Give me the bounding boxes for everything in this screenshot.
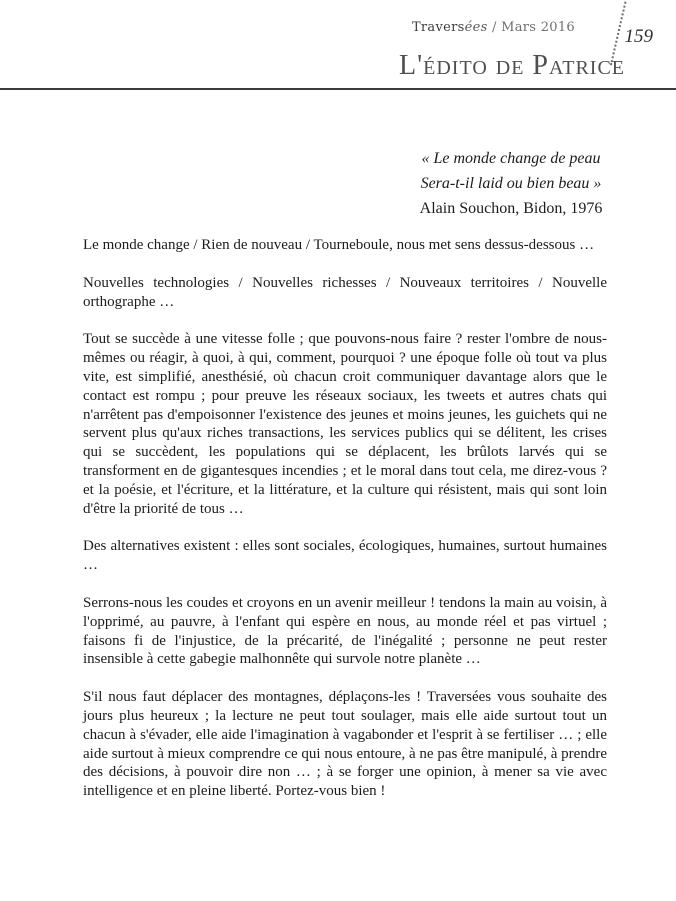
- paragraph-3: Tout se succède à une vitesse folle ; que pouvons-nous faire ? rester l'ombre de nous-mêmes ou réagir, à quoi, à qui, comment, pourquoi ? une époque folle où tout va plus vite, est simplifié, anesthésié, où chacun croit communiquer davantage alors que le contact est rompu ; pour preuve les réseaux sociaux, les tweets et autres chats qui n'arrêtent pas d'empoisonner l'existence des jeunes et moins jeunes, les guichets qui ne servent plus qu'aux riches transactions, les services publics qui se délitent, les crises qui se succèdent, les populations qui se déplacent, les brûlots larvés qui se transforment en de gigantesques incendies ; et le moral dans tout cela, me direz-vous ? et la poésie, et l'écriture, et la littérature, et la culture qui résistent, mais qui sont loin d'être la priorité de tous …: [83, 331, 607, 517]
- epigraph: [351, 146, 671, 221]
- paragraph-4: Des alternatives existent : elles sont sociales, écologiques, humaines, surtout humaines …: [83, 538, 607, 574]
- editorial-body: [83, 236, 607, 820]
- paragraph-5: Serrons-nous les coudes et croyons en un avenir meilleur ! tendons la main au voisin, à l'opprimé, au pauvre, à l'enfant qui espère en nous, au monde réel et pas virtuel ; faisons fi de l'injustice, de la précarité, de l'inégalité ; personne ne peut rester insensible à cette gabegie malhonnête qui survole notre planète …: [83, 594, 607, 668]
- journal-name: Travers: [411, 20, 465, 35]
- page-title: L'édito de Patrice: [399, 50, 625, 81]
- issue-date: / Mars 2016: [487, 20, 575, 35]
- epigraph-line-1: « Le monde change de peau: [421, 150, 601, 167]
- paragraph-1: Le monde change / Rien de nouveau / Tourneboule, nous met sens dessus-dessous …: [83, 237, 595, 253]
- journal-issue-line: [412, 20, 575, 35]
- header-rule: [0, 88, 676, 90]
- page-number: 159: [624, 26, 653, 47]
- journal-name-italic-suffix: ées: [464, 20, 488, 35]
- paragraph-2: Nouvelles technologies / Nouvelles richesses / Nouveaux territoires / Nouvelle orthographe …: [83, 274, 607, 310]
- paragraph-6: S'il nous faut déplacer des montagnes, déplaçons-les ! Traversées vous souhaite des jours plus heureux ; la lecture ne peut tout soulager, mais elle aide surtout tout un chacun à s'évader, elle aide l'imagination à vagabonder et l'esprit à se fertiliser … ; elle aide surtout à mieux comprendre ce qui nous entoure, à ne pas être manipulé, à prendre des décisions, à pouvoir dire non … ; à se forger une opinion, à mener sa vie avec intelligence et en pleine liberté. Portez-vous bien !: [83, 689, 607, 800]
- epigraph-line-2: Sera-t-il laid ou bien beau »: [420, 175, 602, 192]
- epigraph-attribution: Alain Souchon, Bidon, 1976: [419, 200, 603, 217]
